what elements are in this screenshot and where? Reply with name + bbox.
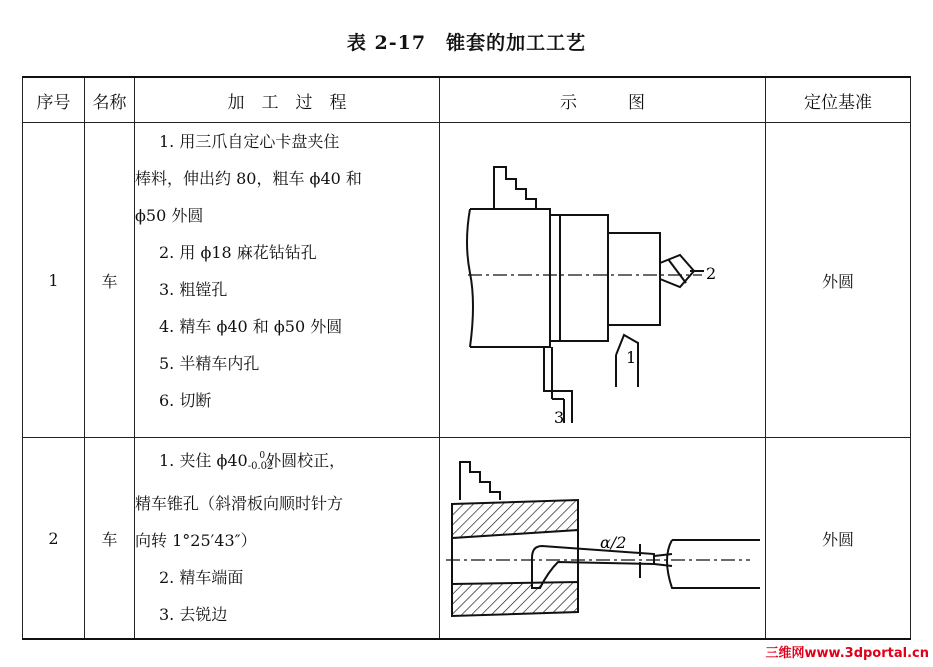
- header-process: 加 工 过 程: [135, 77, 440, 123]
- label-cutoff-tool: 3: [554, 408, 565, 427]
- step-text: 精车锥孔（斜滑板向顺时针方: [135, 494, 344, 513]
- turning-diagram: [440, 123, 766, 437]
- step-text-suffix: 外圆校正，: [265, 451, 346, 470]
- row1-name: 车: [85, 123, 135, 438]
- taper-bore-diagram: [440, 438, 766, 638]
- row2-figure: [440, 438, 766, 640]
- step-text: 5. 半精车内孔: [159, 354, 260, 373]
- label-alpha-half: α/2: [600, 533, 627, 552]
- step-text: ϕ50 外圆: [135, 206, 204, 225]
- tolerance-lower: -0.02: [247, 461, 274, 472]
- row1-process: [135, 123, 440, 438]
- step-text: 4. 精车 ϕ40 和 ϕ50 外圆: [159, 317, 343, 336]
- step-text: 向转 1°25′43″）: [135, 531, 257, 550]
- step-text: 棒料，伸出约 80，粗车 ϕ40 和: [135, 169, 362, 188]
- row2-process: [135, 438, 440, 640]
- step-text: 3. 粗镗孔: [159, 280, 228, 299]
- table-row: [23, 438, 911, 640]
- step-text: [135, 438, 439, 485]
- step-text-prefix: 1. 夹住 ϕ40: [159, 451, 248, 470]
- header-datum: 定位基准: [766, 77, 911, 123]
- step-text: 2. 精车端面: [159, 568, 244, 587]
- watermark: 三维网www.3dportal.cn: [765, 646, 929, 661]
- table-row: [23, 123, 911, 438]
- header-name: 名称: [85, 77, 135, 123]
- step-text: 1. 用三爪自定心卡盘夹住: [159, 132, 340, 151]
- header-row: [23, 77, 911, 123]
- table-title: 表 2-17 锥套的加工工艺: [346, 32, 587, 54]
- row1-datum: 外圆: [766, 123, 911, 438]
- tolerance-upper: 0: [259, 451, 266, 461]
- step-text: 2. 用 ϕ18 麻花钻钻孔: [159, 243, 317, 262]
- step-text: 6. 切断: [159, 391, 212, 410]
- label-cutter: 1: [626, 348, 637, 367]
- row1-figure: [440, 123, 766, 438]
- process-table: [22, 76, 911, 640]
- row2-seq: 2: [23, 438, 85, 640]
- label-drill: 2: [706, 264, 717, 283]
- header-seq: 序号: [23, 77, 85, 123]
- row1-seq: 1: [23, 123, 85, 438]
- row2-name: 车: [85, 438, 135, 640]
- step-text: 3. 去锐边: [159, 605, 228, 624]
- header-figure: 示 图: [440, 77, 766, 123]
- row2-datum: 外圆: [766, 438, 911, 640]
